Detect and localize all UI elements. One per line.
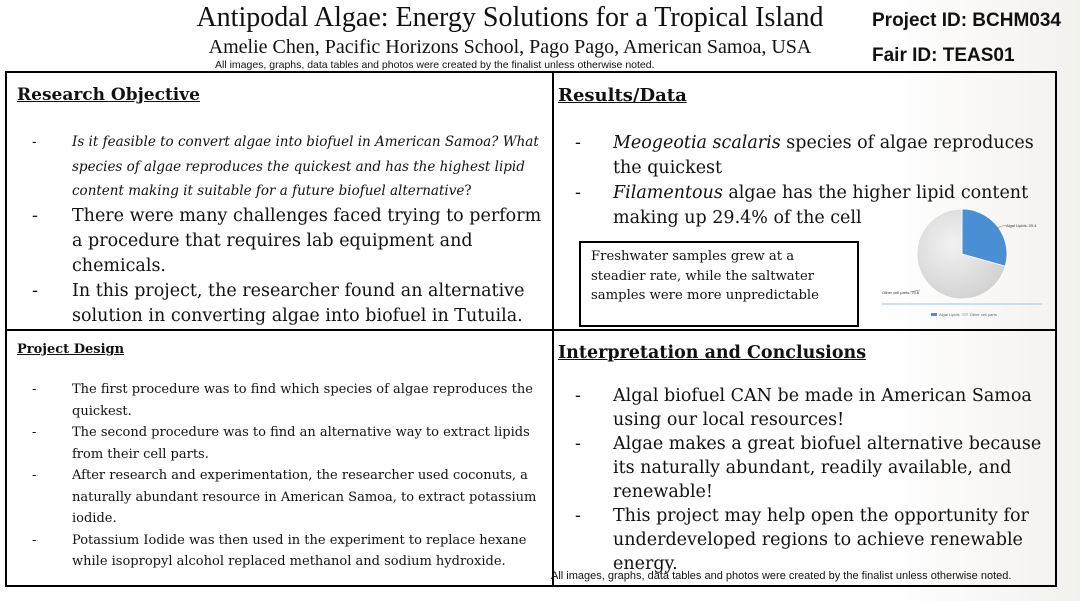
list-item (575, 131, 1045, 181)
list-item (32, 465, 547, 530)
pie-legend (931, 312, 997, 317)
conclusions-panel (554, 331, 1055, 585)
legend-label-lipids: Algal Lipids (939, 312, 960, 317)
objective-question-mark: ? (464, 183, 472, 199)
bullet-dash: - (32, 134, 37, 150)
list-item (575, 504, 1053, 576)
design-item-text: Potassium Iodide was then used in the experiment to replace hexane while isopropyl alcohol replaced methanol and sodium hydroxide. (72, 532, 527, 569)
top-notice: All images, graphs, data tables and photos were created by the finalist unless otherwise noted. (215, 59, 655, 71)
results-heading: Results/Data (558, 85, 687, 106)
results-bullet-1: species of algae reproduces the quickest (613, 133, 1034, 178)
design-item-text: The second procedure was to find an alternative way to extract lipids from their cell parts. (72, 425, 530, 462)
poster-authors: Amelie Chen, Pacific Horizons School, Pago Pago, American Samoa, USA (208, 36, 812, 58)
project-design-heading: Project Design (17, 342, 125, 357)
legend-swatch-lipids (931, 313, 937, 316)
list-item (32, 379, 547, 422)
objective-question-1: Is it feasible to convert algae into biofuel in American Samoa? (72, 134, 499, 150)
bullet-dash: - (32, 205, 38, 226)
project-design-panel (7, 331, 552, 585)
project-design-list (32, 379, 547, 573)
conclusion-item-text: This project may help open the opportunity for underdeveloped regions to achieve renewable energy. (613, 506, 1029, 574)
lipid-pie-chart (876, 208, 1046, 323)
design-item-text: After research and experimentation, the researcher used coconuts, a naturally abundant resource in American Samoa, to extract potassium iodide. (72, 468, 537, 526)
fair-id: Fair ID: TEAS01 (872, 45, 1015, 66)
bullet-dash: - (575, 386, 581, 406)
bullet-dash: - (575, 434, 581, 454)
list-item (575, 384, 1053, 432)
bullet-dash: - (32, 382, 37, 397)
list-item (32, 279, 544, 329)
species-name-1: Meogeotia scalaris (613, 133, 781, 153)
conclusion-item-text: Algal biofuel CAN be made in American Samoa using our local resources! (613, 386, 1032, 430)
poster-title: Antipodal Algae: Energy Solutions for a Tropical Island (196, 2, 824, 33)
pie-label-lipids: Algal Lipids: 29.4 (1006, 223, 1037, 228)
conclusions-heading: Interpretation and Conclusions (558, 343, 867, 363)
results-panel (554, 73, 1055, 329)
design-item-text: The first procedure was to find which species of algae reproduces the quickest. (72, 382, 533, 419)
bullet-dash: - (32, 532, 37, 548)
conclusion-item-text: Algae makes a great biofuel alternative because its naturally abundant, readily available, and renewable! (613, 434, 1042, 502)
bullet-dash: - (32, 468, 37, 483)
research-objective-list (32, 130, 544, 329)
bullet-dash: - (575, 133, 581, 153)
list-item (32, 204, 544, 279)
objective-bullet-2: There were many challenges faced trying to perform a procedure that requires lab equipment and chemicals. (72, 205, 542, 276)
poster-grid (5, 71, 1057, 587)
list-item (32, 530, 547, 573)
list-item (32, 130, 544, 204)
list-item (575, 432, 1053, 504)
legend-swatch-other (962, 313, 968, 316)
objective-question-2: What species of algae reproduces the quickest and has the highest lipid content making it suitable for a future biofuel alternative (72, 134, 539, 199)
conclusions-list (575, 384, 1053, 576)
bullet-dash: - (575, 506, 581, 526)
bullet-dash: - (32, 280, 38, 301)
project-id: Project ID: BCHM034 (872, 10, 1061, 31)
list-item (32, 422, 547, 465)
pie-label-other: Other cell parts: 70.6 (882, 290, 920, 295)
growth-callout-box: Freshwater samples grew at a steadier rate, while the saltwater samples were more unpredictable (579, 241, 859, 327)
bullet-dash: - (575, 183, 581, 203)
legend-label-other: Other cell parts (969, 312, 997, 317)
objective-bullet-3: In this project, the researcher found an alternative solution in converting algae into biofuel in Tutuila. (72, 280, 525, 326)
bullet-dash: - (32, 425, 37, 440)
research-objective-panel (7, 73, 552, 329)
species-name-2: Filamentous (613, 183, 723, 203)
results-bullet-2: algae has the higher lipid content making up 29.4% of the cell (613, 183, 1029, 228)
bottom-notice: All images, graphs, data tables and photos were created by the finalist unless otherwise noted. (551, 570, 1012, 582)
research-objective-heading: Research Objective (17, 85, 200, 105)
